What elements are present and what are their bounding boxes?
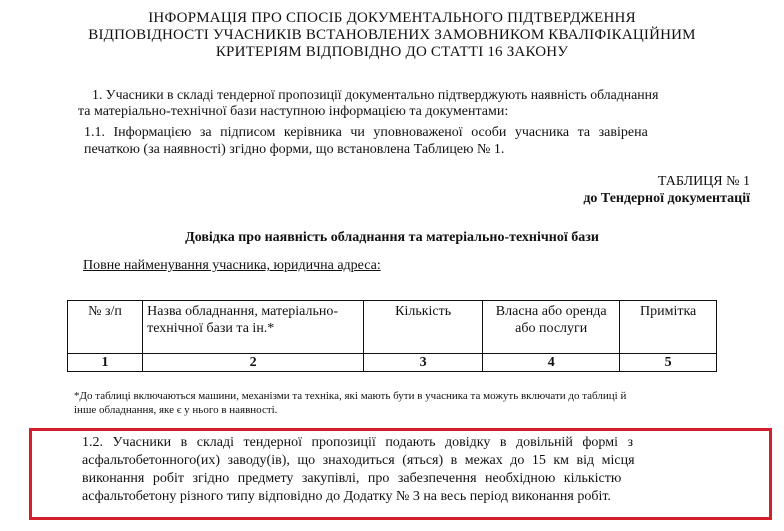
highlighted-line-2: асфальтобетонного(их) заводу(ів), що знаходиться (яться) в межах до 15 км від місця — [82, 453, 635, 468]
table-footnote — [74, 389, 754, 417]
table-reference: до Тендерної документації — [583, 191, 750, 206]
section-1-1-line-1: 1.1. Інформацією за підписом керівника чи уповноваженої особи учасника та завірена — [84, 125, 648, 140]
section-1-line-1: 1. Учасники в складі тендерної пропозиції документально підтверджують наявність обладнання — [92, 87, 659, 102]
header-quantity: Кількість — [364, 301, 483, 354]
column-number-2: 2 — [143, 354, 364, 372]
footnote-line-1: *До таблиці включаються машини, механізми та техніка, які мають бути в учасника та можуть включати до таблиці й — [74, 390, 627, 402]
header-number: № з/п — [68, 301, 143, 354]
table-row — [68, 354, 717, 372]
column-number-4: 4 — [483, 354, 620, 372]
title-line-3: КРИТЕРІЯМ ВІДПОВІДНО ДО СТАТТІ 16 ЗАКОНУ — [215, 44, 569, 60]
column-number-3: 3 — [364, 354, 483, 372]
title-line-2: ВІДПОВІДНОСТІ УЧАСНИКІВ ВСТАНОВЛЕНИХ ЗАМОВНИКОМ КВАЛІФІКАЦІЙНИМ — [88, 27, 696, 43]
header-note: Примітка — [620, 301, 717, 354]
certificate-subtitle: Довідка про наявність обладнання та матеріально-технічної бази — [185, 230, 599, 245]
table-header-row — [68, 301, 717, 354]
participant-name-line: Повне найменування учасника, юридична адреса: — [83, 258, 381, 273]
column-number-1: 1 — [68, 354, 143, 372]
section-1-line-2: та матеріально-технічної бази наступною інформацією та документами: — [78, 104, 509, 119]
equipment-table — [67, 300, 717, 372]
title-line-1: ІНФОРМАЦІЯ ПРО СПОСІБ ДОКУМЕНТАЛЬНОГО ПІДТВЕРДЖЕННЯ — [148, 10, 636, 26]
table-label: ТАБЛИЦЯ № 1 — [657, 174, 750, 189]
highlighted-line-4: асфальтобетону різного типу відповідно до Додатку № 3 на весь період виконання робіт. — [82, 489, 611, 504]
header-ownership: Власна або оренда або послуги — [483, 301, 620, 354]
highlighted-line-3: виконання робіт згідно предмету закупівлі, про забезпечення необхідною кількістю — [82, 471, 622, 486]
highlighted-line-1: 1.2. Учасники в складі тендерної пропозиції подають довідку в довільній формі з — [82, 435, 633, 450]
section-1-1-line-2: печаткою (за наявності) згідно форми, що встановлена Таблицею № 1. — [84, 142, 505, 157]
header-equipment-name: Назва обладнання, матеріально-технічної бази та ін.* — [143, 301, 364, 354]
column-number-5: 5 — [620, 354, 717, 372]
footnote-line-2: інше обладнання, яке є у нього в наявності. — [74, 404, 278, 416]
document-title — [30, 10, 754, 61]
